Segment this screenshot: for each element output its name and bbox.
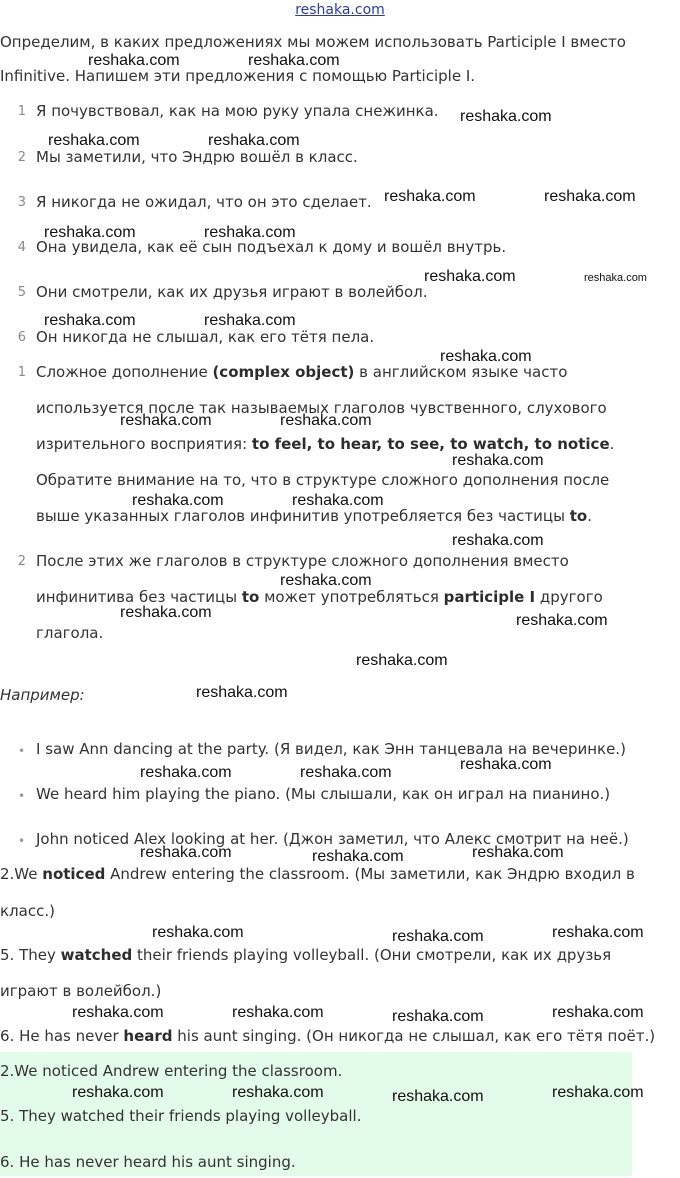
- watermark: reshaka.com: [300, 764, 392, 781]
- watermark: reshaka.com: [452, 532, 544, 549]
- watermark: reshaka.com: [152, 924, 244, 941]
- watermark: reshaka.com: [516, 612, 608, 629]
- example-item: John noticed Alex looking at her. (Джон заметил, что Алекс смотрит на неё.): [36, 830, 629, 848]
- watermark: reshaka.com: [140, 844, 232, 861]
- watermark: reshaka.com: [552, 924, 644, 941]
- sentence-number: 4: [17, 240, 26, 255]
- example-label: Например:: [0, 686, 85, 704]
- watermark: reshaka.com: [292, 492, 384, 509]
- rule-1-line-3: изрительного восприятия: to feel, to hear, to see, to watch, to notice.: [36, 435, 615, 453]
- bullet-icon: •: [18, 789, 26, 803]
- watermark: reshaka.com: [552, 1084, 644, 1101]
- rule-number: 1: [17, 365, 26, 380]
- watermark: reshaka.com: [356, 652, 448, 669]
- sentence-number: 1: [17, 104, 26, 119]
- rule-2-line-3: глагола.: [36, 624, 104, 642]
- watermark: reshaka.com: [544, 188, 636, 205]
- watermark: reshaka.com: [48, 132, 140, 149]
- example-item: I saw Ann dancing at the party. (Я видел, как Энн танцевала на вечеринке.): [36, 740, 626, 758]
- rule-1-line-2: используется после так называемых глаголов чувственного, слухового: [36, 399, 607, 417]
- watermark: reshaka.com: [384, 188, 476, 205]
- watermark: reshaka.com: [120, 412, 212, 429]
- rule-2-line-2: инфинитива без частицы to может употребляться participle I другого: [36, 588, 603, 606]
- sentence-text: Она увидела, как её сын подъехал к дому и вошёл внутрь.: [36, 238, 507, 256]
- sentence-number: 3: [17, 195, 26, 210]
- watermark: reshaka.com: [208, 132, 300, 149]
- sentence-text: Я никогда не ожидал, что он это сделает.: [36, 193, 372, 211]
- watermark: reshaka.com: [140, 764, 232, 781]
- watermark: reshaka.com: [452, 452, 544, 469]
- sentence-number: 6: [17, 330, 26, 345]
- watermark: reshaka.com: [132, 492, 224, 509]
- watermark: reshaka.com: [88, 52, 180, 69]
- bullet-icon: •: [18, 744, 26, 758]
- intro-line-1: Определим, в каких предложениях мы можем использовать Participle I вместо: [0, 33, 626, 51]
- watermark: reshaka.com: [280, 412, 372, 429]
- rule-1-line-1: Сложное дополнение (complex object) в английском языке часто: [36, 363, 568, 381]
- watermark: reshaka.com: [120, 604, 212, 621]
- watermark: reshaka.com: [392, 1008, 484, 1025]
- sentence-text: Я почувствовал, как на мою руку упала снежинка.: [36, 102, 439, 120]
- watermark: reshaka.com: [72, 1004, 164, 1021]
- bullet-icon: •: [18, 834, 26, 848]
- watermark: reshaka.com: [392, 928, 484, 945]
- watermark: reshaka.com: [280, 572, 372, 589]
- watermark: reshaka.com: [584, 272, 647, 284]
- example-item: We heard him playing the piano. (Мы слышали, как он играл на пианино.): [36, 785, 611, 803]
- final-answer-2: 2.We noticed Andrew entering the classroom.: [0, 1062, 343, 1080]
- sentence-text: Мы заметили, что Эндрю вошёл в класс.: [36, 148, 358, 166]
- watermark: reshaka.com: [460, 756, 552, 773]
- answer-2: 2.We noticed Andrew entering the classroom. (Мы заметили, как Эндрю входил в: [0, 865, 635, 883]
- answer-6: 6. He has never heard his aunt singing. (Он никогда не слышал, как его тётя поёт.): [0, 1027, 656, 1045]
- watermark: reshaka.com: [204, 224, 296, 241]
- watermark: reshaka.com: [44, 224, 136, 241]
- watermark: reshaka.com: [392, 1088, 484, 1105]
- final-answer-6: 6. He has never heard his aunt singing.: [0, 1153, 296, 1171]
- site-header-link[interactable]: reshaka.com: [295, 2, 385, 18]
- final-answer-5: 5. They watched their friends playing volleyball.: [0, 1107, 362, 1125]
- watermark: reshaka.com: [248, 52, 340, 69]
- sentence-number: 2: [17, 150, 26, 165]
- intro-line-2: Infinitive. Напишем эти предложения с помощью Participle I.: [0, 67, 476, 85]
- watermark: reshaka.com: [440, 348, 532, 365]
- sentence-text: Они смотрели, как их друзья играют в волейбол.: [36, 283, 428, 301]
- watermark: reshaka.com: [72, 1084, 164, 1101]
- watermark: reshaka.com: [232, 1084, 324, 1101]
- watermark: reshaka.com: [460, 108, 552, 125]
- rule-number: 2: [17, 554, 26, 569]
- sentence-text: Он никогда не слышал, как его тётя пела.: [36, 328, 375, 346]
- rule-1-line-5: выше указанных глаголов инфинитив употребляется без частицы to.: [36, 507, 592, 525]
- answer-5-cont: играют в волейбол.): [0, 982, 162, 1000]
- watermark: reshaka.com: [44, 312, 136, 329]
- watermark: reshaka.com: [472, 844, 564, 861]
- rule-2-line-1: После этих же глаголов в структуре сложного дополнения вместо: [36, 552, 569, 570]
- watermark: reshaka.com: [552, 1004, 644, 1021]
- sentence-number: 5: [17, 285, 26, 300]
- answer-2-cont: класс.): [0, 902, 55, 920]
- watermark: reshaka.com: [196, 684, 288, 701]
- answer-5: 5. They watched their friends playing volleyball. (Они смотрели, как их друзья: [0, 946, 612, 964]
- watermark: reshaka.com: [312, 848, 404, 865]
- watermark: reshaka.com: [424, 268, 516, 285]
- rule-1-line-4: Обратите внимание на то, что в структуре сложного дополнения после: [36, 471, 610, 489]
- watermark: reshaka.com: [204, 312, 296, 329]
- watermark: reshaka.com: [232, 1004, 324, 1021]
